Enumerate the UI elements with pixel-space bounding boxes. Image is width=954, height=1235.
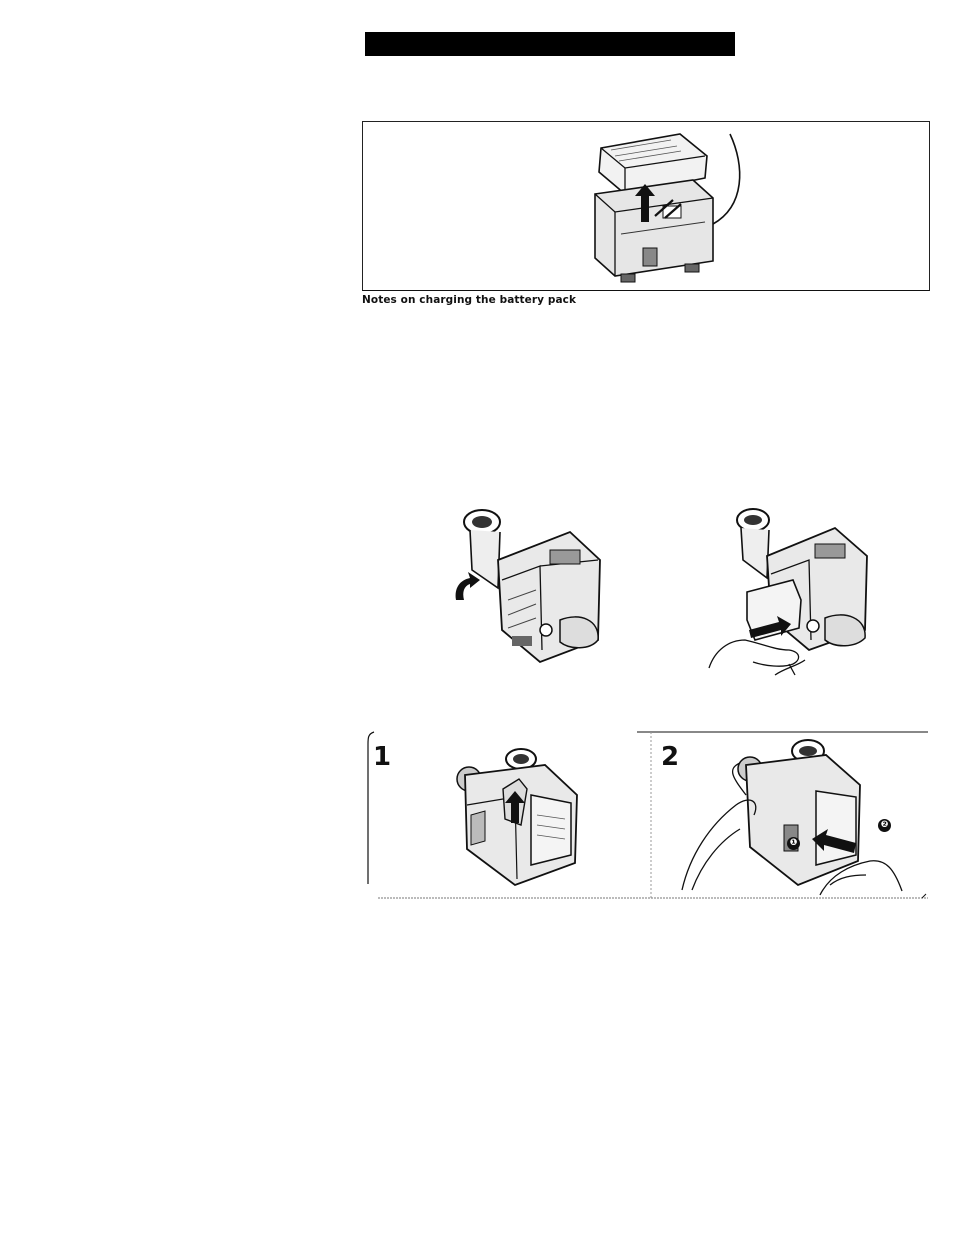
step-number-1: 1: [373, 742, 392, 772]
notes-heading: Notes on charging the battery pack: [362, 294, 577, 306]
battery-charger-illustration: [585, 126, 750, 291]
camcorder-attach-battery-illustration: [705, 500, 890, 675]
camcorder-open-viewfinder-illustration: [450, 500, 610, 670]
step-number-2: 2: [661, 742, 680, 772]
section-title-bar: [365, 32, 735, 56]
step2-camcorder-illustration: [680, 735, 910, 895]
step1-camcorder-illustration: [445, 745, 585, 890]
callout-2: ❷: [878, 819, 891, 832]
callout-1: ❶: [787, 837, 800, 850]
